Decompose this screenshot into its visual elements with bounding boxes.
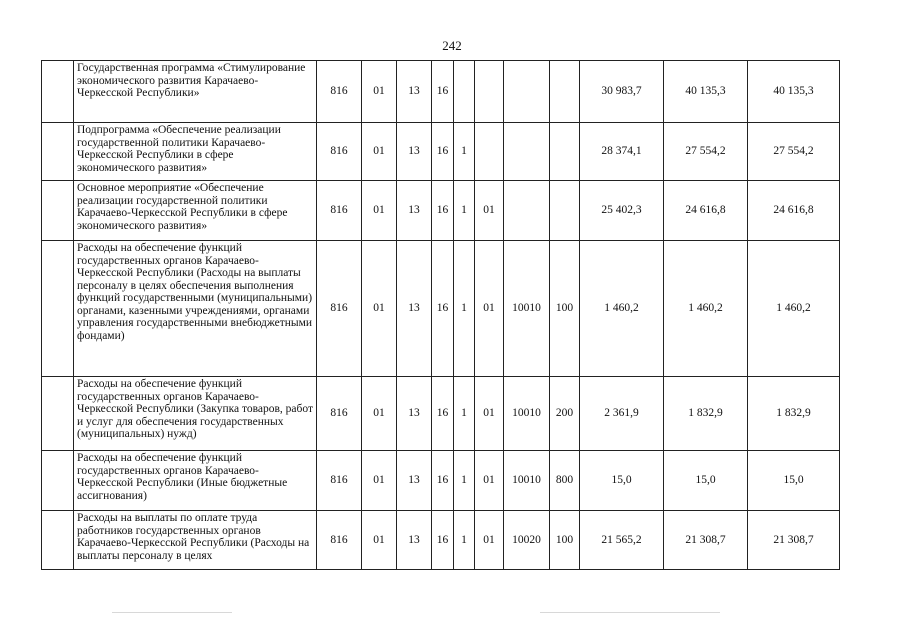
cell-subsection: 13: [397, 451, 432, 511]
cell-amount-year-1: 30 983,7: [580, 61, 664, 123]
cell-direction-code: 10010: [504, 451, 550, 511]
cell-main-activity: [475, 61, 504, 123]
page-number: 242: [442, 38, 462, 53]
cell-amount-year-1: 15,0: [580, 451, 664, 511]
cell-amount-year-1: 2 361,9: [580, 377, 664, 451]
cell-amount-year-2: 1 832,9: [664, 377, 748, 451]
table-row: [42, 241, 840, 377]
cell-direction-code: 10010: [504, 377, 550, 451]
cell-amount-year-2: 24 616,8: [664, 181, 748, 241]
cell-amount-year-1: 1 460,2: [580, 241, 664, 377]
cell-amount-year-1: 21 565,2: [580, 511, 664, 570]
cell-subprogram: 1: [454, 181, 475, 241]
row-margin-cell: [42, 123, 74, 181]
cell-subsection: 13: [397, 181, 432, 241]
cell-subprogram: 1: [454, 451, 475, 511]
cell-program: 16: [432, 241, 454, 377]
row-margin-cell: [42, 451, 74, 511]
scan-artifact-line: [112, 612, 232, 613]
cell-subsection: 13: [397, 377, 432, 451]
cell-amount-year-3: 1 460,2: [748, 241, 840, 377]
cell-expense-type: 100: [550, 241, 580, 377]
row-description: Государственная программа «Стимулирование экономического развития Карачаево-Черкесской Республики»: [74, 61, 317, 123]
table-row: [42, 181, 840, 241]
table-row: [42, 377, 840, 451]
cell-amount-year-2: 40 135,3: [664, 61, 748, 123]
table-row: [42, 511, 840, 570]
cell-administrator-code: 816: [317, 61, 362, 123]
cell-amount-year-2: 21 308,7: [664, 511, 748, 570]
cell-expense-type: 100: [550, 511, 580, 570]
cell-administrator-code: 816: [317, 181, 362, 241]
cell-amount-year-3: 21 308,7: [748, 511, 840, 570]
cell-administrator-code: 816: [317, 511, 362, 570]
cell-subprogram: 1: [454, 511, 475, 570]
cell-expense-type: [550, 61, 580, 123]
cell-expense-type: 800: [550, 451, 580, 511]
cell-section: 01: [362, 451, 397, 511]
budget-table: [41, 60, 840, 570]
cell-section: 01: [362, 61, 397, 123]
cell-amount-year-2: 15,0: [664, 451, 748, 511]
table-row: [42, 123, 840, 181]
row-description: Основное мероприятие «Обеспечение реализации государственной политики Карачаево-Черкесской Республики в сфере экономического развития»: [74, 181, 317, 241]
cell-subsection: 13: [397, 123, 432, 181]
cell-amount-year-1: 28 374,1: [580, 123, 664, 181]
cell-expense-type: 200: [550, 377, 580, 451]
cell-section: 01: [362, 511, 397, 570]
cell-subsection: 13: [397, 61, 432, 123]
cell-program: 16: [432, 377, 454, 451]
cell-subsection: 13: [397, 511, 432, 570]
row-margin-cell: [42, 241, 74, 377]
cell-amount-year-1: 25 402,3: [580, 181, 664, 241]
cell-program: 16: [432, 61, 454, 123]
cell-section: 01: [362, 181, 397, 241]
cell-program: 16: [432, 451, 454, 511]
table-row: [42, 451, 840, 511]
cell-main-activity: 01: [475, 511, 504, 570]
cell-subprogram: 1: [454, 123, 475, 181]
cell-amount-year-3: 24 616,8: [748, 181, 840, 241]
cell-amount-year-2: 1 460,2: [664, 241, 748, 377]
cell-main-activity: 01: [475, 377, 504, 451]
cell-amount-year-3: 1 832,9: [748, 377, 840, 451]
cell-amount-year-3: 27 554,2: [748, 123, 840, 181]
cell-administrator-code: 816: [317, 123, 362, 181]
cell-direction-code: [504, 123, 550, 181]
cell-subsection: 13: [397, 241, 432, 377]
cell-expense-type: [550, 181, 580, 241]
row-margin-cell: [42, 181, 74, 241]
row-margin-cell: [42, 377, 74, 451]
cell-section: 01: [362, 377, 397, 451]
cell-direction-code: 10010: [504, 241, 550, 377]
cell-administrator-code: 816: [317, 241, 362, 377]
scan-artifact-line: [540, 612, 720, 613]
cell-section: 01: [362, 123, 397, 181]
cell-program: 16: [432, 123, 454, 181]
cell-main-activity: 01: [475, 241, 504, 377]
row-description: Расходы на обеспечение функций государственных органов Карачаево-Черкесской Республики (Расходы на выплаты персоналу в целях обеспечения выполнения функций государственными (муниципальными) органами, казенными учреждениями, органами управления государственными внебюджетными фондами): [74, 241, 317, 377]
cell-amount-year-3: 40 135,3: [748, 61, 840, 123]
cell-program: 16: [432, 511, 454, 570]
row-margin-cell: [42, 511, 74, 570]
cell-expense-type: [550, 123, 580, 181]
cell-section: 01: [362, 241, 397, 377]
cell-subprogram: [454, 61, 475, 123]
cell-main-activity: 01: [475, 181, 504, 241]
row-margin-cell: [42, 61, 74, 123]
cell-program: 16: [432, 181, 454, 241]
cell-administrator-code: 816: [317, 377, 362, 451]
cell-amount-year-3: 15,0: [748, 451, 840, 511]
row-description: Расходы на выплаты по оплате труда работников государственных органов Карачаево-Черкесской Республики (Расходы на выплаты персоналу в целях: [74, 511, 317, 570]
cell-direction-code: [504, 61, 550, 123]
cell-subprogram: 1: [454, 241, 475, 377]
cell-main-activity: [475, 123, 504, 181]
row-description: Расходы на обеспечение функций государственных органов Карачаево-Черкесской Республики (Закупка товаров, работ и услуг для обеспечения государственных (муниципальных) нужд): [74, 377, 317, 451]
table-row: [42, 61, 840, 123]
cell-administrator-code: 816: [317, 451, 362, 511]
cell-direction-code: [504, 181, 550, 241]
cell-amount-year-2: 27 554,2: [664, 123, 748, 181]
row-description: Расходы на обеспечение функций государственных органов Карачаево-Черкесской Республики (Иные бюджетные ассигнования): [74, 451, 317, 511]
cell-main-activity: 01: [475, 451, 504, 511]
cell-direction-code: 10020: [504, 511, 550, 570]
row-description: Подпрограмма «Обеспечение реализации государственной политики Карачаево-Черкесской Республики в сфере экономического развития»: [74, 123, 317, 181]
cell-subprogram: 1: [454, 377, 475, 451]
